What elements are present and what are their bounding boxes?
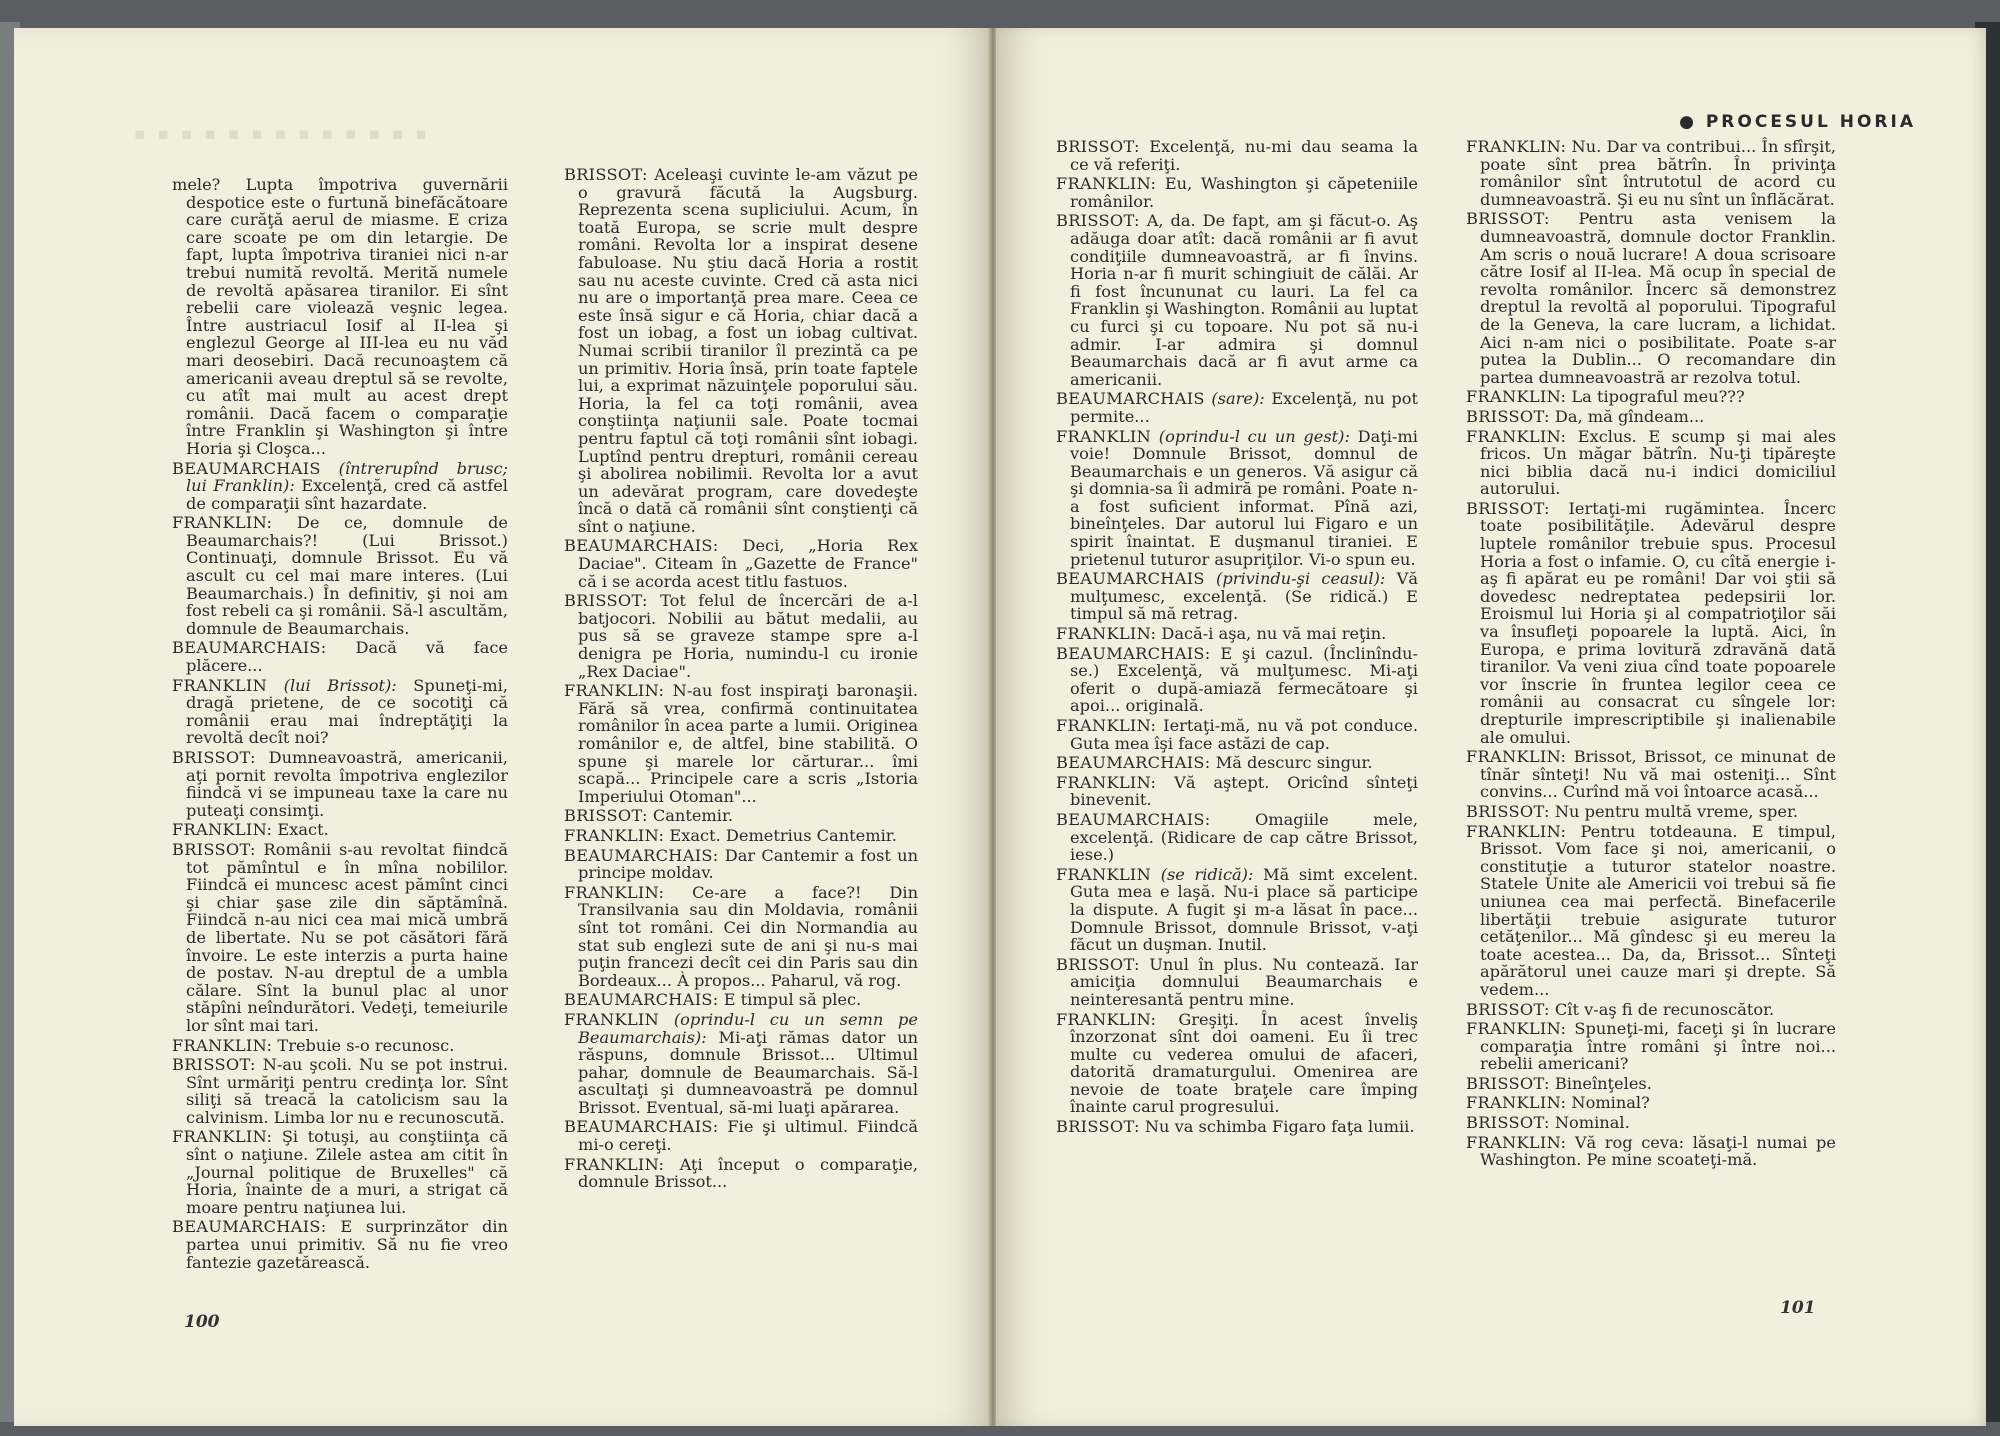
dialogue-text: Mă simt excelent. Guta mea e laşă. Nu-i place să participe la dispute. A fugit şi m-a lăsat în pace... Domnule Brissot, domnule Brissot, v-aţi făcut un duşman. Inutil. [1070, 864, 1418, 955]
speaker-name: FRANKLIN: [564, 681, 665, 701]
speaker-name: BRISSOT: [1466, 498, 1550, 518]
speaker-name: BRISSOT: [564, 165, 648, 184]
speaker-name: FRANKLIN: [564, 882, 665, 902]
dialogue-paragraph [1466, 1134, 1836, 1169]
dialogue-text: Da, mă gîndeam... [1554, 406, 1705, 426]
speaker-name: FRANKLIN: [1466, 1132, 1567, 1152]
speaker-name: FRANKLIN: [172, 513, 273, 533]
dialogue-text: Daţi-mi voie! Domnule Brissot, domnul de Beaumarchais e un generos. Vă asigur că şi domnia-sa îi admiră pe români. Poate n-a fost suficient informat. Pînă azi, bineînţeles. Dar autorul lui Figaro e un spirit înaintat. E duşmanul tiraniei. E prietenul tuturor asupriţilor. Vi-o spun eu. [1070, 426, 1418, 569]
speaker-name: BRISSOT: [1056, 211, 1140, 231]
dialogue-text: Spuneţi-mi, faceţi şi în lucrare comparaţia între români şi între noi... rebelii americani? [1480, 1019, 1836, 1074]
speaker-name: BRISSOT: [172, 1055, 256, 1075]
speaker-name: BRISSOT: [1056, 954, 1140, 974]
left-page [14, 28, 990, 1426]
dialogue-paragraph [1466, 1075, 1836, 1093]
speaker-name: FRANKLIN: [1056, 1009, 1157, 1029]
dialogue-text: Vă aştept. Oricînd sînteţi binevenit. [1070, 772, 1418, 810]
dialogue-paragraph [1056, 754, 1418, 772]
speaker-name: FRANKLIN: [1466, 1019, 1567, 1039]
dialogue-text: Cît v-aş fi de recunoscător. [1554, 999, 1775, 1019]
dialogue-paragraph [1056, 1118, 1418, 1136]
stage-direction: (oprindu-l cu un semn pe Beaumarchais): [578, 1009, 918, 1047]
speaker-name: FRANKLIN [564, 1009, 660, 1029]
dialogue-text: Nu pentru multă vreme, sper. [1554, 801, 1799, 821]
dialogue-paragraph [1466, 210, 1836, 386]
dialogue-paragraph [172, 1056, 508, 1126]
speaker-name: FRANKLIN: [1466, 137, 1567, 156]
dialogue-text: Omagiile mele, excelenţă. (Ridicare de cap către Brissot, iese.) [1070, 809, 1418, 865]
dialogue-paragraph [1056, 1011, 1418, 1117]
dialogue-paragraph [564, 682, 918, 805]
dialogue-text: N-au fost inspiraţi baronaşii. Fără să vrea, confirmă continuitatea românilor în acea parte a lumii. Originea românilor e, de altfel, bine stabilită. O spune şi marele lor cărturar... îmi scapă... Principele care a scris „Istoria Imperiului Otoman"... [578, 681, 918, 806]
dialogue-paragraph [1056, 428, 1418, 569]
speaker-name: BEAUMARCHAIS [172, 458, 321, 478]
running-head: ● PROCESUL HORIA [1679, 112, 1916, 132]
speaker-name: BRISSOT: [1056, 137, 1140, 156]
dialogue-paragraph [172, 821, 508, 839]
speaker-name: BEAUMARCHAIS: [1056, 753, 1211, 773]
speaker-name: BEAUMARCHAIS: [172, 1217, 327, 1237]
dialogue-paragraph [172, 460, 508, 513]
speaker-name: FRANKLIN: [564, 1154, 665, 1174]
dialogue-paragraph [1056, 390, 1418, 425]
dialogue-paragraph [1056, 866, 1418, 954]
dialogue-text: Iertaţi-mi rugămintea. Încerc toate posibilităţile. Adevărul despre luptele românilor trebuie spus. Procesul Horia a fost o infamie. O, cu cîtă energie i-aş fi apărat eu pe români! Dar voi ştii să dovedesc nedreptatea pedepsirii lor. Eroismul lui Horia şi al compatrioţilor săi va însufleţi popoarele la luptă. Aici, în Europa, e prima lovitură zdravănă dată tiranilor. Va veni ziua cînd toate popoarele vor înscrie în fruntea legilor ceea ce românii au consacrat cu sîngele lor: drepturile imprescriptibile şi inalienabile ale omului. [1480, 498, 1836, 747]
speaker-name: FRANKLIN: [1466, 821, 1567, 841]
dialogue-text: Mă descurc singur. [1215, 753, 1373, 773]
dialogue-text: mele? Lupta împotriva guvernării despotice este o furtună binefăcătoare care curăţă aerul de miasme. E criza care scoate pe om din letargie. De fapt, lupta împotriva tiraniei nici n-ar trebui numită revoltă. Merită numele de revoltă apăsarea tiranilor. Ei sînt rebelii care violează veşnic legea. Între austriacul Iosif al II-lea şi englezul George al III-lea eu nu văd mari deosebiri. Dacă recunoaştem că americanii aveau dreptul să se revolte, cu atît mai mult au acest drept românii. Dacă facem o comparaţie între Franklin şi Washington şi între Horia şi Cloşca... [172, 175, 508, 458]
dialogue-paragraph [1056, 956, 1418, 1009]
dialogue-text: Bineînţeles. [1554, 1073, 1652, 1093]
dialogue-paragraph [172, 1037, 508, 1055]
speaker-name: BEAUMARCHAIS: [564, 536, 719, 556]
speaker-name: BEAUMARCHAIS: [564, 845, 719, 865]
dialogue-paragraph [1056, 811, 1418, 864]
dialogue-paragraph [172, 639, 508, 674]
speaker-name: FRANKLIN: [1466, 747, 1567, 767]
speaker-name: BRISSOT: [1466, 801, 1550, 821]
page-number-right: 101 [1780, 1298, 1816, 1318]
dialogue-text: Dar Cantemir a fost un principe moldav. [578, 845, 918, 883]
dialogue-text: Nu va schimba Figaro faţa lumii. [1144, 1117, 1415, 1137]
dialogue-paragraph [1466, 388, 1836, 406]
dialogue-text: Aţi început o comparaţie, domnule Brissot... [578, 1154, 918, 1192]
dialogue-text: Şi totuşi, au conştiinţa că sînt o naţiune. Zilele astea am citit în „Journal politique de Bruxelles" că Horia, înainte de a muri, a strigat că moare pentru naţiunea lui. [186, 1127, 508, 1217]
dialogue-text: Pentru asta venisem la dumneavoastră, domnule doctor Franklin. Am scris o nouă lucrare! A doua scrisoare către Iosif al II-lea. Mă ocup în special de revolta românilor. Încerc să demonstrez dreptul la revoltă al poporului. Tipograful de la Geneva, la care lucram, a lichidat. Aici n-am nici o posibilitate. Poate s-ar putea la Dublin... O recomandare din partea dumneavoastră ar rezolva totul. [1480, 209, 1836, 387]
dialogue-paragraph [1056, 175, 1418, 210]
dialogue-paragraph [564, 807, 918, 825]
speaker-name: FRANKLIN: [1466, 1093, 1567, 1113]
dialogue-paragraph [172, 841, 508, 1035]
dialogue-paragraph [172, 176, 508, 458]
speaker-name: BRISSOT: [564, 591, 648, 611]
dialogue-text: Nu. Dar va contribui... În sfîrşit, poate sînt prea bătrîn. În privinţa românilor sînt întrutotul de acord cu dumneavoastră. Şi eu nu sînt un înflăcărat. [1480, 137, 1836, 209]
dialogue-paragraph [564, 884, 918, 990]
dialogue-paragraph [1056, 717, 1418, 752]
dialogue-text: Exclus. E scump şi mai ales fricos. Un măgar bătrîn. Nu-ţi tipăreşte nici biblia dacă nu-i indici domiciliul autorului. [1480, 426, 1836, 499]
dialogue-paragraph [172, 514, 508, 637]
speaker-name: BEAUMARCHAIS: [172, 638, 327, 658]
dialogue-text: Cantemir. [652, 806, 734, 826]
dialogue-text: Unul în plus. Nu contează. Iar amiciţia domnului Beaumarchais e neinteresantă pentru mine. [1070, 954, 1418, 1009]
speaker-name: FRANKLIN: [1056, 624, 1157, 644]
dialogue-paragraph [1466, 1094, 1836, 1112]
right-page [996, 28, 1986, 1426]
dialogue-paragraph [1466, 803, 1836, 821]
speaker-name: FRANKLIN: [172, 820, 273, 840]
dialogue-text: Dacă-i aşa, nu vă mai reţin. [1161, 624, 1387, 644]
dialogue-text: Spuneţi-mi, dragă prietene, de ce socotiţi că românii erau mai îndreptăţiţi la revoltă decît noi? [186, 675, 508, 748]
dialogue-text: A, da. De fapt, am şi făcut-o. Aş adăuga doar atît: dacă românii ar fi avut condiţiile dumneavoastră, ar fi învins. Horia n-ar fi murit schingiuit de călăi. Ar fi fost încununat cu lauri. La fel ca Franklin şi Washington. Românii au luptat cu furci şi cu topoare. Nu pot să nu-i admir. I-ar admira şi domnul Beaumarchais dacă ar fi avut arme ca americanii. [1070, 211, 1418, 389]
dialogue-text: De ce, domnule de Beaumarchais?! (Lui Brissot.) Continuaţi, domnule Brissot. Eu vă ascult cu cel mai mare interes. (Lui Beaumarchais.) În definitiv, şi noi am fost rebeli ca şi românii. Să-l ascultăm, domnule de Beaumarchais. [186, 513, 508, 638]
speaker-name: FRANKLIN: [1056, 716, 1157, 735]
dialogue-text: E timpul să plec. [723, 990, 862, 1010]
dialogue-text: E surprinzător din partea unui primitiv. Să nu fie vreo fantezie gazetărească. [186, 1217, 508, 1272]
dialogue-paragraph [564, 592, 918, 680]
dialogue-paragraph [1466, 408, 1836, 426]
speaker-name: BRISSOT: [1466, 406, 1550, 426]
speaker-name: FRANKLIN [172, 675, 268, 695]
dialogue-text: Exact. Demetrius Cantemir. [669, 825, 897, 845]
speaker-name: BEAUMARCHAIS: [1056, 809, 1211, 829]
speaker-name: BEAUMARCHAIS: [564, 1117, 719, 1137]
dialogue-text: Ce-are a face?! Din Transilvania sau din Moldavia, românii sînt tot români. Cei din Normandia au stat sub englezi sute de ani şi nu-s mai puţin francezi decît cei din Paris sau din Bordeaux... À propos... Paharul, vă rog. [578, 882, 918, 990]
dialogue-text: Deci, „Horia Rex Daciae". Citeam în „Gazette de France" că i se acorda acest titlu fastuos. [578, 536, 918, 591]
dialogue-text: Excelenţă, cred că astfel de comparaţii sînt hazardate. [186, 476, 508, 513]
speaker-name: BEAUMARCHAIS: [564, 990, 719, 1010]
show-through-heading: ▪ ▪ ▪ ▪ ▪ ▪ ▪ ▪ ▪ ▪ ▪ ▪ ▪ [134, 124, 430, 144]
dialogue-text: N-au şcoli. Nu se pot instrui. Sînt urmăriţi pentru credinţa lor. Sînt siliţi să treacă la catolicism sau la calvinism. Limba lor nu e recunoscută. [186, 1055, 508, 1127]
dialogue-text: Nominal? [1571, 1093, 1650, 1113]
speaker-name: FRANKLIN: [1466, 426, 1567, 446]
speaker-name: BRISSOT: [1056, 1117, 1140, 1137]
speaker-name: BEAUMARCHAIS: [1056, 643, 1211, 663]
dialogue-paragraph [564, 1011, 918, 1117]
dialogue-text: Excelenţă, nu pot permite... [1070, 389, 1418, 426]
dialogue-text: Vă mulţumesc, excelenţă. (Se ridică.) E timpul să mă retrag. [1070, 569, 1418, 624]
page-number-left: 100 [184, 1312, 220, 1332]
speaker-name: FRANKLIN [1056, 864, 1152, 884]
dialogue-paragraph [172, 1218, 508, 1271]
dialogue-paragraph [1056, 212, 1418, 388]
speaker-name: FRANKLIN: [1056, 174, 1157, 194]
dialogue-paragraph [1466, 748, 1836, 801]
stage-direction: (sare): [1211, 389, 1265, 409]
dialogue-paragraph [172, 677, 508, 747]
speaker-name: BEAUMARCHAIS [1056, 569, 1205, 589]
speaker-name: FRANKLIN: [172, 1127, 273, 1147]
speaker-name: BRISSOT: [1466, 1113, 1550, 1133]
dialogue-text: Exact. [277, 820, 329, 840]
stage-direction: (privindu-şi ceasul): [1216, 569, 1386, 589]
dialogue-paragraph [1056, 645, 1418, 715]
dialogue-text: Pentru totdeauna. E timpul, Brissot. Vom face şi noi, americanii, o constituţie a tuturor statelor noastre. Statele Unite ale Americii voi trebui să fie uniunea cea mai perfectă. Binefacerile libertăţii trebuie asigurate tuturor cetăţenilor... Mă gîndesc şi eu mereu la toate acestea... Da, da, Brissot... Sînteţi apărătorul unei cauze mari şi drepte. Să vedem... [1480, 821, 1836, 999]
dialogue-text: La tipograful meu??? [1571, 387, 1745, 407]
speaker-name: FRANKLIN [1056, 426, 1152, 446]
dialogue-paragraph [564, 1156, 918, 1191]
speaker-name: BRISSOT: [564, 806, 648, 826]
dialogue-text: E şi cazul. (Înclinîndu-se.) Excelenţă, vă mulţumesc. Mi-aţi oferit o după-amiază fermecătoare şi apoi... originală. [1070, 643, 1418, 716]
dialogue-text: Excelenţă, nu-mi dau seama la ce vă referiţi. [1070, 137, 1418, 174]
dialogue-paragraph [1466, 1001, 1836, 1019]
dialogue-paragraph [1466, 500, 1836, 746]
dialogue-paragraph [172, 1128, 508, 1216]
speaker-name: FRANKLIN: [1466, 387, 1567, 407]
dialogue-paragraph [1466, 138, 1836, 208]
speaker-name: BRISSOT: [1466, 999, 1550, 1019]
dialogue-paragraph [1466, 1114, 1836, 1132]
dialogue-text: Brissot, Brissot, ce minunat de tînăr sînteţi! Nu vă mai osteniţi... Sînt convins... Curînd mă voi întoarce acasă... [1480, 747, 1836, 802]
dialogue-paragraph [564, 827, 918, 845]
dialogue-text: Dacă vă face plăcere... [186, 638, 508, 676]
speaker-name: BRISSOT: [1466, 1073, 1550, 1093]
dialogue-paragraph [564, 166, 918, 535]
dialogue-text: Iertaţi-mă, nu vă pot conduce. Guta mea îşi face astăzi de cap. [1070, 716, 1418, 753]
dialogue-paragraph [564, 991, 918, 1009]
dialogue-paragraph [1056, 774, 1418, 809]
dialogue-paragraph [1466, 823, 1836, 999]
dialogue-paragraph [564, 1118, 918, 1153]
dialogue-paragraph [1056, 570, 1418, 623]
dialogue-text: Nominal. [1554, 1113, 1630, 1133]
dialogue-text: Tot felul de încercări de a-l batjocori. Nobilii au bătut medalii, au pus să se graveze stampe spre a-l denigra pe Horia, numindu-l cu ironie „Rex Daciae". [578, 591, 918, 681]
stage-direction: (oprindu-l cu un gest): [1158, 426, 1350, 446]
dialogue-paragraph [1466, 428, 1836, 498]
stage-direction: (se ridică): [1160, 864, 1254, 884]
right-page-column-1 [1056, 138, 1418, 1138]
dialogue-text: Mi-aţi rămas dator un răspuns, domnule Brissot... Ultimul pahar, domnule de Beaumarchais. Să-l ascultaţi şi dumneavoastră pe domnul Brissot. Eventual, să-mi luaţi apărarea. [578, 1027, 918, 1117]
left-page-column-1 [172, 176, 508, 1273]
dialogue-paragraph [172, 749, 508, 819]
right-page-column-2 [1466, 138, 1836, 1171]
speaker-name: BRISSOT: [172, 748, 256, 767]
dialogue-paragraph [564, 847, 918, 882]
dialogue-paragraph [1056, 625, 1418, 643]
dialogue-text: Trebuie s-o recunosc. [277, 1035, 455, 1055]
speaker-name: BEAUMARCHAIS [1056, 389, 1205, 409]
speaker-name: FRANKLIN: [564, 825, 665, 845]
dialogue-text: Românii s-au revoltat fiindcă tot pămîntul e în mîna nobililor. Fiindcă ei muncesc acest pămînt cinci şi chiar şase zile din săptămînă. Fiindcă n-au nici cea mai mică umbră de libertate. Nu se pot căsători fără învoire. Le este interzis a purta haine de postav. N-au dreptul de a umbla călare. Sînt la bunul plac al unor stăpîni neîndurători. Vedeţi, temeiurile lor sînt mai tari. [186, 839, 508, 1035]
dialogue-paragraph [1466, 1020, 1836, 1073]
dialogue-text: Dumneavoastră, americanii, aţi pornit revolta împotriva englezilor fiindcă vi se impuneau taxe la care nu puteaţi consimţi. [186, 748, 508, 820]
stage-direction: (întrerupînd brusc; lui Franklin): [186, 458, 508, 496]
dialogue-paragraph [564, 537, 918, 590]
dialogue-paragraph [1056, 138, 1418, 173]
stage-direction: (lui Brissot): [283, 675, 397, 695]
dialogue-text: Greşiţi. În acest înveliş înzorzonat sînt doi oameni. Eu îi trec multe cu vederea omului de afaceri, datorită dramaturgului. Omenirea are nevoie de toate braţele care împing înainte carul progresului. [1070, 1009, 1418, 1117]
dialogue-text: Aceleaşi cuvinte le-am văzut pe o gravură făcută la Augsburg. Reprezenta scena supliciului. Acum, în toată Europa, se scrie mult despre români. Revolta lor a inspirat desene fabuloase. Nu ştiu dacă Horia a rostit sau nu aceste cuvinte. Cred că asta nici nu are o importanţă prea mare. Ceea ce este însă sigur e că Horia, chiar dacă a fost un iobag, a fost un iobag cultivat. Numai scribii tiranilor îl prezintă ca pe un primitiv. Horia însă, prin toate faptele lui, a exprimat năzuinţele poporului său. Horia, la fel ca toţi românii, avea conştiinţa naţiunii sale. Poate tocmai pentru faptul că toţi românii sînt iobagi. Luptînd pentru drepturi, românii cereau şi abolirea nobilimii. Revolta lor a avut un adevărat program, care dovedeşte încă o dată că românii sînt conştienţi că sînt o naţiune. [578, 165, 918, 536]
speaker-name: FRANKLIN: [1056, 772, 1157, 792]
speaker-name: FRANKLIN: [172, 1035, 273, 1055]
dialogue-text: Fie şi ultimul. Fiindcă mi-o cereţi. [578, 1117, 918, 1155]
speaker-name: BRISSOT: [172, 839, 256, 859]
dialogue-text: Eu, Washington şi căpeteniile românilor. [1070, 174, 1419, 211]
speaker-name: BRISSOT: [1466, 209, 1550, 229]
dialogue-text: Vă rog ceva: lăsaţi-l numai pe Washington. Pe mine scoateţi-mă. [1480, 1132, 1836, 1170]
left-page-column-2 [564, 166, 918, 1193]
